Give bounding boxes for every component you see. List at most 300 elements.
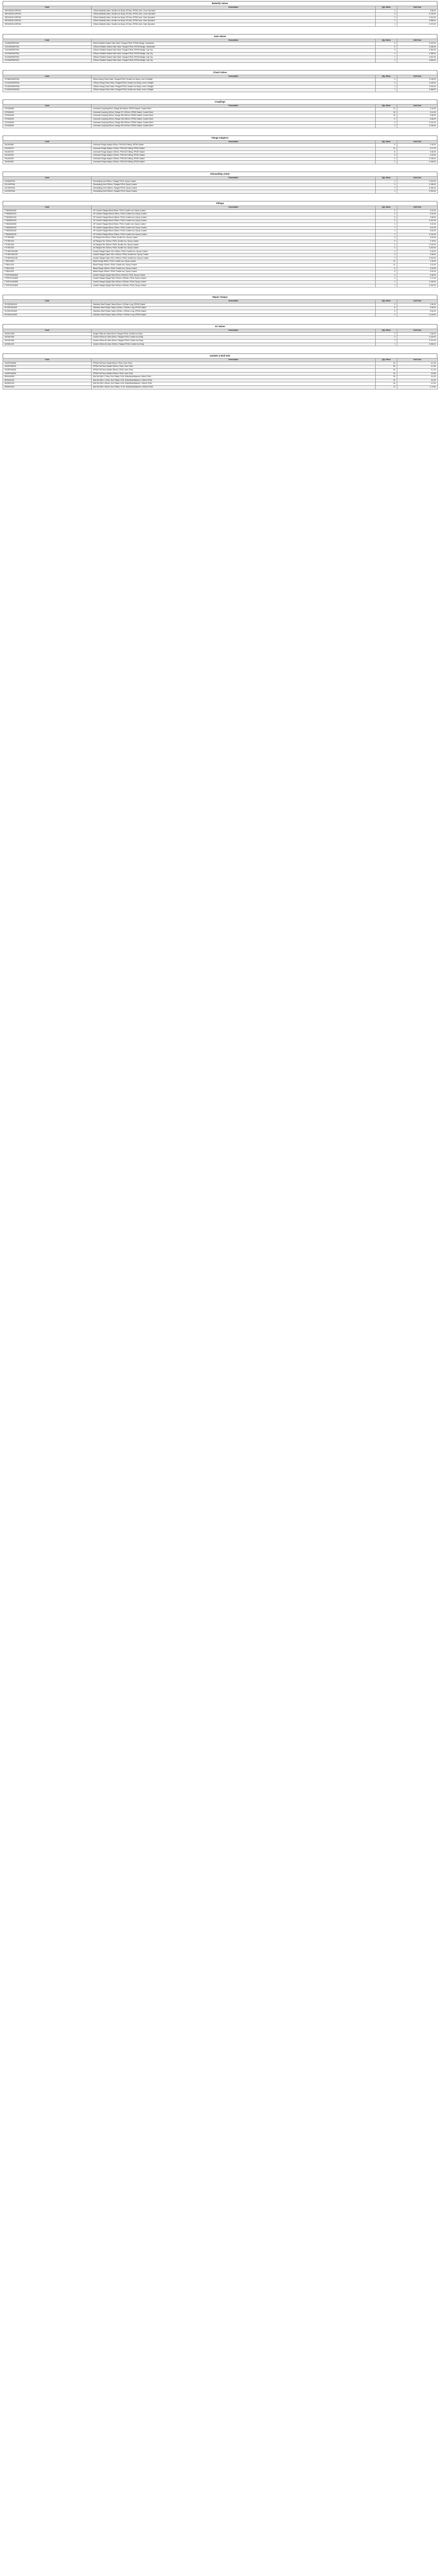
- cell-price: £ 146.00: [397, 81, 438, 85]
- table-row: [3, 368, 438, 372]
- cell-desc: 100mm Resilient Seated Gate Valve, Flanged PN16, EPDM Wedge, Handwheel: [92, 45, 376, 49]
- cell-price: £ 142.00: [397, 219, 438, 223]
- cell-price: £ 58.00: [397, 274, 438, 277]
- cell-code: CP/UNI/300: [3, 125, 92, 128]
- cell-desc: EPDM Full Face Gasket 200mm, PN16, 3mm Thick: [92, 372, 376, 376]
- cell-price: £ 18.00: [397, 260, 438, 264]
- table-row: [3, 20, 438, 23]
- cell-code: CP/UNI/150: [3, 114, 92, 118]
- cell-desc: Blank Flange 100mm, PN16, Ductile Iron, Epoxy Coated: [92, 264, 376, 267]
- table-row: [3, 111, 438, 114]
- cell-desc: Universal Coupling 80mm, Range 86-105mm, EPDM Gasket, Coated Steel: [92, 108, 376, 111]
- cell-desc: Blank Flange 150mm, PN16, Ductile Iron, Epoxy Coated: [92, 267, 376, 270]
- table-row: [3, 270, 438, 274]
- section: [3, 324, 437, 346]
- cell-code: FT/BND45/100: [3, 226, 92, 230]
- cell-stock: 4: [376, 230, 397, 233]
- cell-price: £ 264.00: [397, 49, 438, 53]
- cell-stock: 6: [376, 303, 397, 307]
- cell-stock: 2: [376, 233, 397, 236]
- cell-price: £ 246.00: [397, 187, 438, 190]
- section: [3, 99, 437, 128]
- cell-desc: 250mm Butterfly Valve, Ductile Iron Body, SS Disc, EPDM Liner, Gear Operated: [92, 20, 376, 23]
- cell-stock: 1: [376, 56, 397, 59]
- table-row: [3, 313, 438, 317]
- cell-code: VC/080/SW/EPDM: [3, 78, 92, 82]
- column-header-price: Unit Cost: [397, 300, 438, 303]
- cell-code: DJ/200/PN16: [3, 190, 92, 194]
- cell-price: £ 58.00: [397, 114, 438, 118]
- cell-price: £ 78.00: [397, 240, 438, 243]
- cell-desc: Double Flanged Spigot Pipe 80mm x 500mm, PN16, Epoxy Coated: [92, 274, 376, 277]
- cell-price: £ 472.00: [397, 23, 438, 26]
- price-table: [3, 104, 438, 128]
- cell-price: £ 142.00: [397, 42, 438, 46]
- header-row: [3, 177, 438, 180]
- column-header-code: Code: [3, 177, 92, 180]
- cell-code: AV/SGL/050: [3, 332, 92, 336]
- cell-stock: 2: [376, 187, 397, 190]
- cell-desc: EPDM Full Face Gasket 100mm, PN16, 3mm Thick: [92, 365, 376, 369]
- table-row: [3, 332, 438, 336]
- cell-desc: Blank Flange 80mm, PN16, Ductile Iron, Epoxy Coated: [92, 260, 376, 264]
- cell-stock: 6: [376, 118, 397, 122]
- table-row: [3, 257, 438, 260]
- table-row: [3, 219, 438, 223]
- cell-code: VC/150/SW/EPDM: [3, 85, 92, 89]
- table-row: [3, 216, 438, 219]
- section-title: Dismantling Joints: [3, 172, 437, 176]
- cell-desc: Universal Coupling 250mm, Range 266-290mm, EPDM Gasket, Coated Steel: [92, 121, 376, 125]
- table-row: [3, 385, 438, 389]
- table-row: [3, 89, 438, 92]
- cell-desc: 300mm Resilient Seated Gate Valve, Flanged PN16, EPDM Wedge, Cap Top: [92, 59, 376, 63]
- column-header-stock: Qty. Stock: [376, 75, 397, 78]
- cell-code: FT/SPG/080x500: [3, 274, 92, 277]
- cell-code: VG/150/RS/EPDM: [3, 49, 92, 53]
- cell-code: DJ/080/PN16: [3, 180, 92, 183]
- cell-price: £ 84.00: [397, 310, 438, 314]
- table-row: [3, 250, 438, 253]
- cell-code: GK/EPDM/100: [3, 365, 92, 369]
- cell-code: FA/UNI/150: [3, 150, 92, 154]
- header-row: [3, 300, 438, 303]
- price-table: [3, 299, 438, 317]
- table-row: [3, 264, 438, 267]
- cell-code: FT/BLK/080: [3, 260, 92, 264]
- section: [3, 1, 437, 27]
- section: [3, 135, 437, 164]
- cell-stock: 8: [376, 267, 397, 270]
- section-title: Air Valves: [3, 324, 437, 329]
- table-row: [3, 125, 438, 128]
- table-row: [3, 310, 438, 314]
- cell-stock: 3: [376, 49, 397, 53]
- cell-code: VBF/150/SLO/EPDM: [3, 13, 92, 16]
- cell-price: £ 40.00: [397, 223, 438, 226]
- price-table: [3, 6, 438, 27]
- cell-code: RC/SS/100x200: [3, 307, 92, 310]
- cell-stock: 6: [376, 240, 397, 243]
- header-row: [3, 39, 438, 42]
- cell-desc: All Flanged Tee 150mm, PN16, Ductile Iron, Epoxy Coated: [92, 243, 376, 247]
- cell-stock: 8: [376, 307, 397, 310]
- column-header-price: Unit Cost: [397, 39, 438, 42]
- cell-stock: 3: [376, 274, 397, 277]
- cell-stock: 10: [376, 114, 397, 118]
- cell-stock: 3: [376, 243, 397, 247]
- cell-desc: 100mm Butterfly Valve, Ductile Iron Body, SS Disc, EPDM Liner, Lever Operated: [92, 9, 376, 13]
- section-title: Butterfly Valves: [3, 1, 437, 6]
- cell-code: FT/TEE/150: [3, 243, 92, 247]
- cell-price: £ 41.00: [397, 111, 438, 114]
- cell-stock: 2: [376, 180, 397, 183]
- cell-price: £ 4.10: [397, 368, 438, 372]
- cell-price: £ 66.00: [397, 150, 438, 154]
- column-header-description: Description: [92, 75, 376, 78]
- section: [3, 70, 437, 92]
- section: [3, 34, 437, 63]
- cell-price: £ 46.00: [397, 250, 438, 253]
- cell-code: FT/BND90/080: [3, 209, 92, 213]
- table-row: [3, 121, 438, 125]
- cell-stock: 30: [376, 379, 397, 382]
- cell-desc: Double Flanged Taper 200 x 150mm, PN16, Ductile Iron, Epoxy Coated: [92, 257, 376, 260]
- column-header-stock: Qty. Stock: [376, 329, 397, 333]
- cell-code: FT/SPG/150x500: [3, 281, 92, 284]
- price-table: [3, 358, 438, 389]
- cell-stock: 14: [376, 147, 397, 151]
- section-title: Fittings: [3, 201, 437, 206]
- cell-desc: Dismantling Joint 100mm, Flanged PN16, Epoxy Coated: [92, 183, 376, 187]
- cell-code: RC/SS/200x300: [3, 313, 92, 317]
- cell-code: GK/EPDM/150: [3, 368, 92, 372]
- header-row: [3, 104, 438, 108]
- cell-stock: 9: [376, 213, 397, 216]
- table-row: [3, 161, 438, 164]
- cell-code: BS/M16/100: [3, 379, 92, 382]
- header-row: [3, 140, 438, 144]
- header-row: [3, 359, 438, 362]
- header-row: [3, 329, 438, 333]
- cell-desc: 90° Double Flanged Bend 150mm, PN16, Ductile Iron, Epoxy Coated: [92, 216, 376, 219]
- cell-stock: 4: [376, 332, 397, 336]
- cell-code: AV/DBL/100: [3, 343, 92, 346]
- table-row: [3, 230, 438, 233]
- cell-code: BS/M20/200: [3, 385, 92, 389]
- cell-stock: 1: [376, 20, 397, 23]
- table-row: [3, 343, 438, 346]
- cell-desc: Dismantling Joint 80mm, Flanged PN16, Epoxy Coated: [92, 180, 376, 183]
- column-header-description: Description: [92, 329, 376, 333]
- cell-code: FT/BLK/200: [3, 270, 92, 274]
- cell-stock: 2: [376, 52, 397, 56]
- cell-price: £ 148.00: [397, 336, 438, 340]
- cell-price: £ 6.20: [397, 376, 438, 379]
- cell-desc: Dismantling Joint 150mm, Flanged PN16, Epoxy Coated: [92, 187, 376, 190]
- cell-desc: 45° Double Flanged Bend 150mm, PN16, Ductile Iron, Epoxy Coated: [92, 230, 376, 233]
- section: [3, 353, 437, 389]
- cell-price: £ 5.80: [397, 372, 438, 376]
- table-row: [3, 13, 438, 16]
- cell-desc: Double Flanged Spigot Pipe 150mm x 500mm, PN16, Epoxy Coated: [92, 281, 376, 284]
- table-row: [3, 209, 438, 213]
- cell-code: DJ/150/PN16: [3, 187, 92, 190]
- table-row: [3, 114, 438, 118]
- column-header-price: Unit Cost: [397, 206, 438, 209]
- cell-desc: Single Orifice Air Valve 50mm, Flanged PN16, Ductile Iron Body: [92, 332, 376, 336]
- cell-price: £ 42.00: [397, 209, 438, 213]
- cell-stock: 2: [376, 281, 397, 284]
- cell-stock: 4: [376, 223, 397, 226]
- cell-stock: 2: [376, 16, 397, 20]
- column-header-code: Code: [3, 104, 92, 108]
- cell-desc: Double Flanged Spigot Pipe 200mm x 500mm, PN16, Epoxy Coated: [92, 284, 376, 287]
- table-row: [3, 339, 438, 343]
- cell-price: £ 134.00: [397, 233, 438, 236]
- cell-stock: 6: [376, 209, 397, 213]
- cell-desc: 150mm Swing Check Valve, Flanged PN16, Ductile Iron Body, Lever & Weight: [92, 85, 376, 89]
- cell-stock: 2: [376, 339, 397, 343]
- table-row: [3, 336, 438, 340]
- cell-code: VG/250/RS/EPDM: [3, 56, 92, 59]
- column-header-description: Description: [92, 140, 376, 144]
- table-row: [3, 253, 438, 257]
- table-row: [3, 144, 438, 147]
- cell-code: BS/M20/150: [3, 382, 92, 386]
- cell-code: CP/UNI/200: [3, 118, 92, 122]
- table-row: [3, 190, 438, 194]
- table-row: [3, 379, 438, 382]
- table-row: [3, 147, 438, 151]
- cell-desc: Universal Flange Adaptor 100mm, PN10/16 Drilling, EPDM Gasket: [92, 147, 376, 151]
- section: [3, 172, 437, 194]
- cell-desc: Blank Flange 200mm, PN16, Ductile Iron, Epoxy Coated: [92, 270, 376, 274]
- header-row: [3, 6, 438, 10]
- table-row: [3, 382, 438, 386]
- column-header-description: Description: [92, 39, 376, 42]
- cell-price: £ 48.00: [397, 303, 438, 307]
- cell-stock: 5: [376, 270, 397, 274]
- cell-code: FA/UNI/250: [3, 157, 92, 161]
- cell-desc: Stainless Steel Repair Clamp 80mm x 200mm Long, EPDM Gasket: [92, 303, 376, 307]
- price-table: [3, 206, 438, 287]
- cell-code: VBF/200/SLO/EPDM: [3, 16, 92, 20]
- cell-code: VBF/300/SLO/EPDM: [3, 23, 92, 26]
- cell-desc: 45° Double Flanged Bend 80mm, PN16, Ductile Iron, Epoxy Coated: [92, 223, 376, 226]
- cell-stock: 2: [376, 85, 397, 89]
- cell-code: VBF/250/SLO/EPDM: [3, 20, 92, 23]
- table-row: [3, 9, 438, 13]
- cell-stock: 3: [376, 183, 397, 187]
- cell-stock: 5: [376, 42, 397, 46]
- column-header-stock: Qty. Stock: [376, 300, 397, 303]
- table-row: [3, 49, 438, 53]
- table-row: [3, 233, 438, 236]
- cell-code: FT/BND45/200: [3, 233, 92, 236]
- cell-stock: 1: [376, 23, 397, 26]
- cell-desc: 100mm Swing Check Valve, Flanged PN16, Ductile Iron Body, Lever & Weight: [92, 81, 376, 85]
- table-row: [3, 240, 438, 243]
- cell-code: CP/UNI/100: [3, 111, 92, 114]
- column-header-code: Code: [3, 329, 92, 333]
- cell-code: CP/UNI/080: [3, 108, 92, 111]
- cell-stock: 55: [376, 365, 397, 369]
- cell-desc: Double Orifice Air Valve 80mm, Flanged PN16, Ductile Iron Body: [92, 339, 376, 343]
- cell-desc: Stainless Steel Repair Clamp 150mm x 300mm Long, EPDM Gasket: [92, 310, 376, 314]
- cell-code: FA/UNI/100: [3, 147, 92, 151]
- cell-code: VG/080/RS/EPDM: [3, 42, 92, 46]
- cell-stock: 1: [376, 284, 397, 287]
- cell-stock: 2: [376, 257, 397, 260]
- column-header-description: Description: [92, 359, 376, 362]
- cell-stock: 1: [376, 59, 397, 63]
- cell-price: £ 34.00: [397, 108, 438, 111]
- cell-stock: 30: [376, 368, 397, 372]
- section-title: Repair Clamps: [3, 295, 437, 299]
- table-row: [3, 372, 438, 376]
- cell-price: £ 286.00: [397, 343, 438, 346]
- cell-desc: Double Orifice Air Valve 100mm, Flanged PN16, Ductile Iron Body: [92, 343, 376, 346]
- table-row: [3, 16, 438, 20]
- column-header-stock: Qty. Stock: [376, 177, 397, 180]
- header-row: [3, 75, 438, 78]
- column-header-code: Code: [3, 39, 92, 42]
- cell-price: £ 232.00: [397, 85, 438, 89]
- cell-code: VG/100/RS/EPDM: [3, 45, 92, 49]
- cell-code: VC/100/SW/EPDM: [3, 81, 92, 85]
- cell-desc: 150mm Butterfly Valve, Ductile Iron Body, SS Disc, EPDM Liner, Lever Operated: [92, 13, 376, 16]
- cell-price: £ 56.00: [397, 307, 438, 310]
- cell-price: £ 398.00: [397, 52, 438, 56]
- cell-price: £ 188.00: [397, 183, 438, 187]
- cell-price: £ 68.00: [397, 253, 438, 257]
- cell-price: £ 244.00: [397, 16, 438, 20]
- cell-price: £ 9.40: [397, 382, 438, 386]
- cell-desc: Universal Flange Adaptor 300mm, PN10/16 Drilling, EPDM Gasket: [92, 161, 376, 164]
- cell-desc: Double Flanged Taper 150 x 100mm, PN16, Ductile Iron, Epoxy Coated: [92, 253, 376, 257]
- cell-price: £ 2.90: [397, 365, 438, 369]
- column-header-price: Unit Cost: [397, 75, 438, 78]
- cell-code: FT/BND45/080: [3, 223, 92, 226]
- cell-stock: 25: [376, 376, 397, 379]
- cell-code: FT/BND45/150: [3, 230, 92, 233]
- table-row: [3, 52, 438, 56]
- cell-code: AV/DBL/080: [3, 339, 92, 343]
- cell-price: £ 64.00: [397, 236, 438, 240]
- section-title: Gate Valves: [3, 34, 437, 39]
- cell-code: VG/200/RS/EPDM: [3, 52, 92, 56]
- cell-code: FA/UNI/200: [3, 154, 92, 158]
- cell-desc: Double Orifice Air Valve 50mm, Flanged PN16, Ductile Iron Body: [92, 336, 376, 340]
- cell-price: £ 118.00: [397, 313, 438, 317]
- column-header-description: Description: [92, 300, 376, 303]
- cell-stock: 2: [376, 313, 397, 317]
- cell-stock: 5: [376, 216, 397, 219]
- cell-code: AV/DBL/050: [3, 336, 92, 340]
- table-row: [3, 362, 438, 365]
- column-header-code: Code: [3, 206, 92, 209]
- table-row: [3, 42, 438, 46]
- cell-code: FT/TAP/100x080: [3, 250, 92, 253]
- cell-desc: 200mm Butterfly Valve, Ductile Iron Body, SS Disc, EPDM Liner, Gear Operated: [92, 16, 376, 20]
- cell-stock: 12: [376, 264, 397, 267]
- cell-stock: 3: [376, 125, 397, 128]
- table-row: [3, 213, 438, 216]
- cell-price: £ 104.00: [397, 257, 438, 260]
- column-header-stock: Qty. Stock: [376, 39, 397, 42]
- cell-code: CP/UNI/250: [3, 121, 92, 125]
- table-row: [3, 150, 438, 154]
- cell-price: £ 126.00: [397, 243, 438, 247]
- cell-desc: Bolt Set M16 x 70mm, Zinc Plated, 8 No. Bolts/Nuts/Washers, 80mm PN16: [92, 376, 376, 379]
- cell-stock: 1: [376, 89, 397, 92]
- cell-code: FT/SPG/200x500: [3, 284, 92, 287]
- column-header-code: Code: [3, 140, 92, 144]
- price-table: [3, 39, 438, 63]
- cell-price: £ 47.00: [397, 147, 438, 151]
- cell-desc: Dismantling Joint 200mm, Flanged PN16, Epoxy Coated: [92, 190, 376, 194]
- cell-stock: 8: [376, 150, 397, 154]
- cell-price: £ 212.00: [397, 339, 438, 343]
- section: [3, 201, 437, 287]
- table-row: [3, 23, 438, 26]
- cell-price: £ 22.00: [397, 264, 438, 267]
- cell-stock: 2: [376, 247, 397, 250]
- cell-stock: 12: [376, 108, 397, 111]
- table-row: [3, 85, 438, 89]
- cell-price: £ 88.00: [397, 9, 438, 13]
- cell-code: FT/TEE/100: [3, 240, 92, 243]
- column-header-price: Unit Cost: [397, 359, 438, 362]
- cell-desc: 300mm Butterfly Valve, Ductile Iron Body, SS Disc, EPDM Liner, Gear Operated: [92, 23, 376, 26]
- cell-price: £ 94.00: [397, 154, 438, 158]
- cell-stock: 8: [376, 45, 397, 49]
- cell-desc: 90° Double Flanged Bend 80mm, PN16, Ductile Iron, Epoxy Coated: [92, 209, 376, 213]
- table-row: [3, 108, 438, 111]
- cell-stock: 9: [376, 144, 397, 147]
- cell-price: £ 39.00: [397, 144, 438, 147]
- cell-desc: 200mm Swing Check Valve, Flanged PN16, Ductile Iron Body, Lever & Weight: [92, 89, 376, 92]
- cell-stock: 7: [376, 226, 397, 230]
- table-row: [3, 281, 438, 284]
- cell-code: FA/UNI/080: [3, 144, 92, 147]
- cell-stock: 4: [376, 250, 397, 253]
- column-header-code: Code: [3, 359, 92, 362]
- cell-stock: 2: [376, 161, 397, 164]
- cell-stock: 4: [376, 121, 397, 125]
- cell-price: £ 168.00: [397, 45, 438, 49]
- cell-price: £ 846.00: [397, 59, 438, 63]
- cell-price: £ 54.00: [397, 213, 438, 216]
- cell-price: £ 126.00: [397, 13, 438, 16]
- cell-desc: Stainless Steel Repair Clamp 100mm x 200mm Long, EPDM Gasket: [92, 307, 376, 310]
- column-header-code: Code: [3, 75, 92, 78]
- table-row: [3, 183, 438, 187]
- cell-desc: 150mm Resilient Seated Gate Valve, Flanged PN16, EPDM Wedge, Cap Top: [92, 49, 376, 53]
- cell-price: £ 128.00: [397, 157, 438, 161]
- cell-desc: EPDM Full Face Gasket 80mm, PN16, 3mm Thick: [92, 362, 376, 365]
- cell-price: £ 34.00: [397, 267, 438, 270]
- table-row: [3, 59, 438, 63]
- table-row: [3, 154, 438, 158]
- cell-code: FT/BLK/100: [3, 264, 92, 267]
- price-table: [3, 329, 438, 346]
- cell-stock: 12: [376, 385, 397, 389]
- section-title: Flange Adaptors: [3, 135, 437, 140]
- column-header-description: Description: [92, 206, 376, 209]
- section-title: Gaskets & Bolt Sets: [3, 353, 437, 358]
